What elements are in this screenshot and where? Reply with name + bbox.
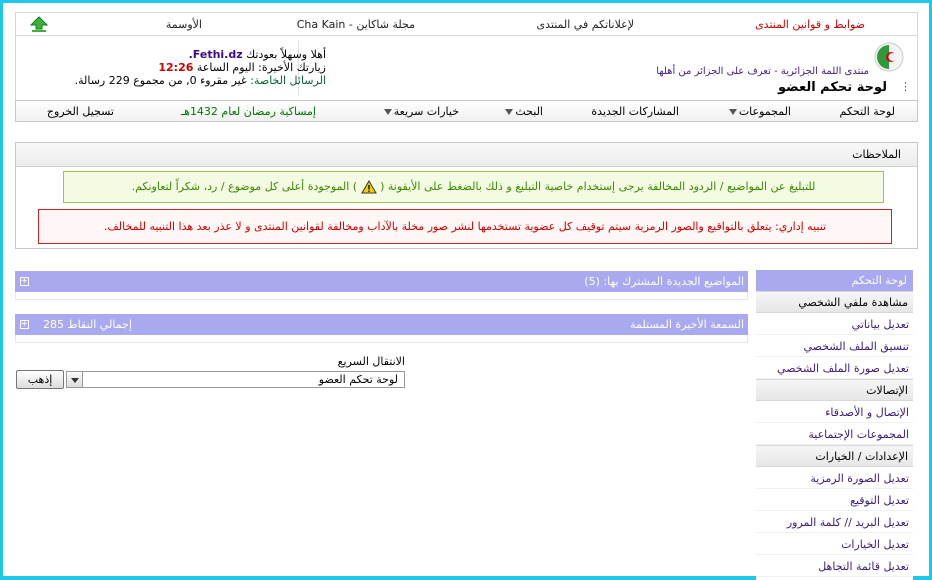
report-notice-text-end: ) الموجودة أعلى كل موضوع / رد، شكراً لتعاونكم.: [131, 180, 358, 193]
sidebar-item-edit-details[interactable]: تعديل بياناتي: [756, 313, 913, 335]
forum-header: [15, 36, 918, 100]
forum-subtitle-link[interactable]: منتدى اللمة الجزائرية - تعرف على الجزائر من أهلها: [656, 66, 869, 77]
nav-groups[interactable]: [727, 105, 791, 118]
nav-groups-label: المجموعات: [738, 105, 791, 118]
chevron-down-icon: [384, 109, 392, 115]
username-link[interactable]: Fethi.dz.: [188, 48, 243, 61]
nav-quick-links[interactable]: [382, 105, 459, 118]
nav-ramadan[interactable]: إمساكية رمضان لعام 1432هـ: [180, 105, 316, 118]
nav-search-label: البحث: [515, 105, 543, 118]
control-panel-sidebar: [756, 270, 913, 580]
nav-new-posts[interactable]: المشاركات الجديدة: [591, 105, 679, 118]
reputation-header[interactable]: [15, 314, 748, 335]
notes-panel: [15, 142, 918, 249]
welcome-text: أهلا وسهلاً بعودتك: [246, 48, 326, 61]
reputation-total: إجمالي النقاط 285: [43, 318, 132, 331]
nav-logout[interactable]: تسجيل الخروج: [46, 105, 114, 118]
warning-icon: [361, 180, 377, 194]
sidebar-item-friends[interactable]: الإتصال و الأصدقاء: [756, 401, 913, 423]
pm-link[interactable]: الرسائل الخاصة:: [250, 74, 326, 87]
admin-warning: تنبيه إداري: يتعلق بالتواقيع والصور الرمزية سيتم توقيف كل عضوية تستخدمها لنشر صور مخلة بالآداب ومخالفة لقوانين المنتدى و لا عذر بعد هذا التنبيه للمخالف.: [38, 209, 892, 244]
sidebar-item-profile-picture[interactable]: تعديل صورة الملف الشخصي: [756, 357, 913, 379]
page-title: لوحة تحكم العضو: [778, 80, 887, 95]
subscribed-threads-body: [15, 292, 748, 300]
ads-link[interactable]: لإعلاناتكم في المنتدى: [536, 18, 634, 31]
nav-quick-links-label: خيارات سريعة: [393, 105, 459, 118]
reputation-body: [15, 335, 748, 343]
pm-status: غير مقروء 0, من مجموع 229 رسالة.: [74, 74, 247, 87]
report-notice-text-start: للتبليغ عن المواضيع / الردود المخالفة يرجى إستخدام خاصية التبليغ و ذلك بالضغط على الأيقونة (: [380, 180, 816, 193]
user-info: [26, 48, 326, 87]
forum-logo[interactable]: [874, 42, 904, 72]
magazine-link[interactable]: مجلة شاكاين - Cha Kain: [296, 18, 415, 31]
sidebar-header[interactable]: لوحة التحكم: [756, 270, 913, 291]
sidebar-item-ignore-list[interactable]: تعديل قائمة التجاهل: [756, 555, 913, 577]
top-links-bar: [15, 12, 918, 36]
sidebar-item-social-groups[interactable]: المجموعات الإجتماعية: [756, 423, 913, 445]
sidebar-item-email-password[interactable]: تعديل البريد // كلمة المرور: [756, 511, 913, 533]
sidebar-group-contacts: الإتصالات: [756, 379, 913, 401]
chevron-down-icon[interactable]: [66, 371, 83, 388]
rules-link[interactable]: ضوابط و قوانين المنتدى: [755, 18, 865, 31]
sidebar-item-avatar[interactable]: تعديل الصورة الرمزية: [756, 467, 913, 489]
expand-icon[interactable]: +: [20, 319, 28, 329]
badges-link[interactable]: الأوسمة: [165, 18, 202, 31]
chevron-down-icon: [729, 109, 737, 115]
sidebar-group-profile[interactable]: مشاهدة ملفي الشخصي: [756, 291, 913, 313]
quick-jump-label: الانتقال السريع: [337, 355, 405, 368]
nav-control-panel[interactable]: لوحة التحكم: [839, 105, 895, 118]
quick-jump-select[interactable]: لوحة تحكم العضو: [66, 371, 405, 388]
subscribed-threads-header[interactable]: [15, 271, 748, 292]
sidebar-group-settings: الإعدادات / الخيارات: [756, 445, 913, 467]
last-visit-time: 12:26: [158, 61, 194, 74]
last-visit-label: زيارتك الأخيرة: اليوم الساعة: [196, 61, 326, 74]
main-navbar: [15, 100, 918, 122]
chevron-down-icon: [505, 109, 513, 115]
expand-icon[interactable]: +: [20, 276, 28, 286]
notes-title: الملاحظات: [16, 143, 917, 167]
reputation-title: السمعة الأخيرة المستلمة: [630, 318, 744, 331]
go-button[interactable]: إذهب: [16, 370, 64, 389]
subscribed-threads-title: المواضيع الجديدة المشترك بها: (5): [584, 275, 744, 288]
title-indicator: ⋮: [900, 80, 911, 93]
nav-search[interactable]: [503, 105, 543, 118]
sidebar-item-options[interactable]: تعديل الخيارات: [756, 533, 913, 555]
sidebar-item-profile-style[interactable]: تنسيق الملف الشخصي: [756, 335, 913, 357]
scroll-up-icon[interactable]: [30, 16, 48, 32]
sidebar-item-signature[interactable]: تعديل التوقيع: [756, 489, 913, 511]
report-notice: [63, 171, 884, 203]
